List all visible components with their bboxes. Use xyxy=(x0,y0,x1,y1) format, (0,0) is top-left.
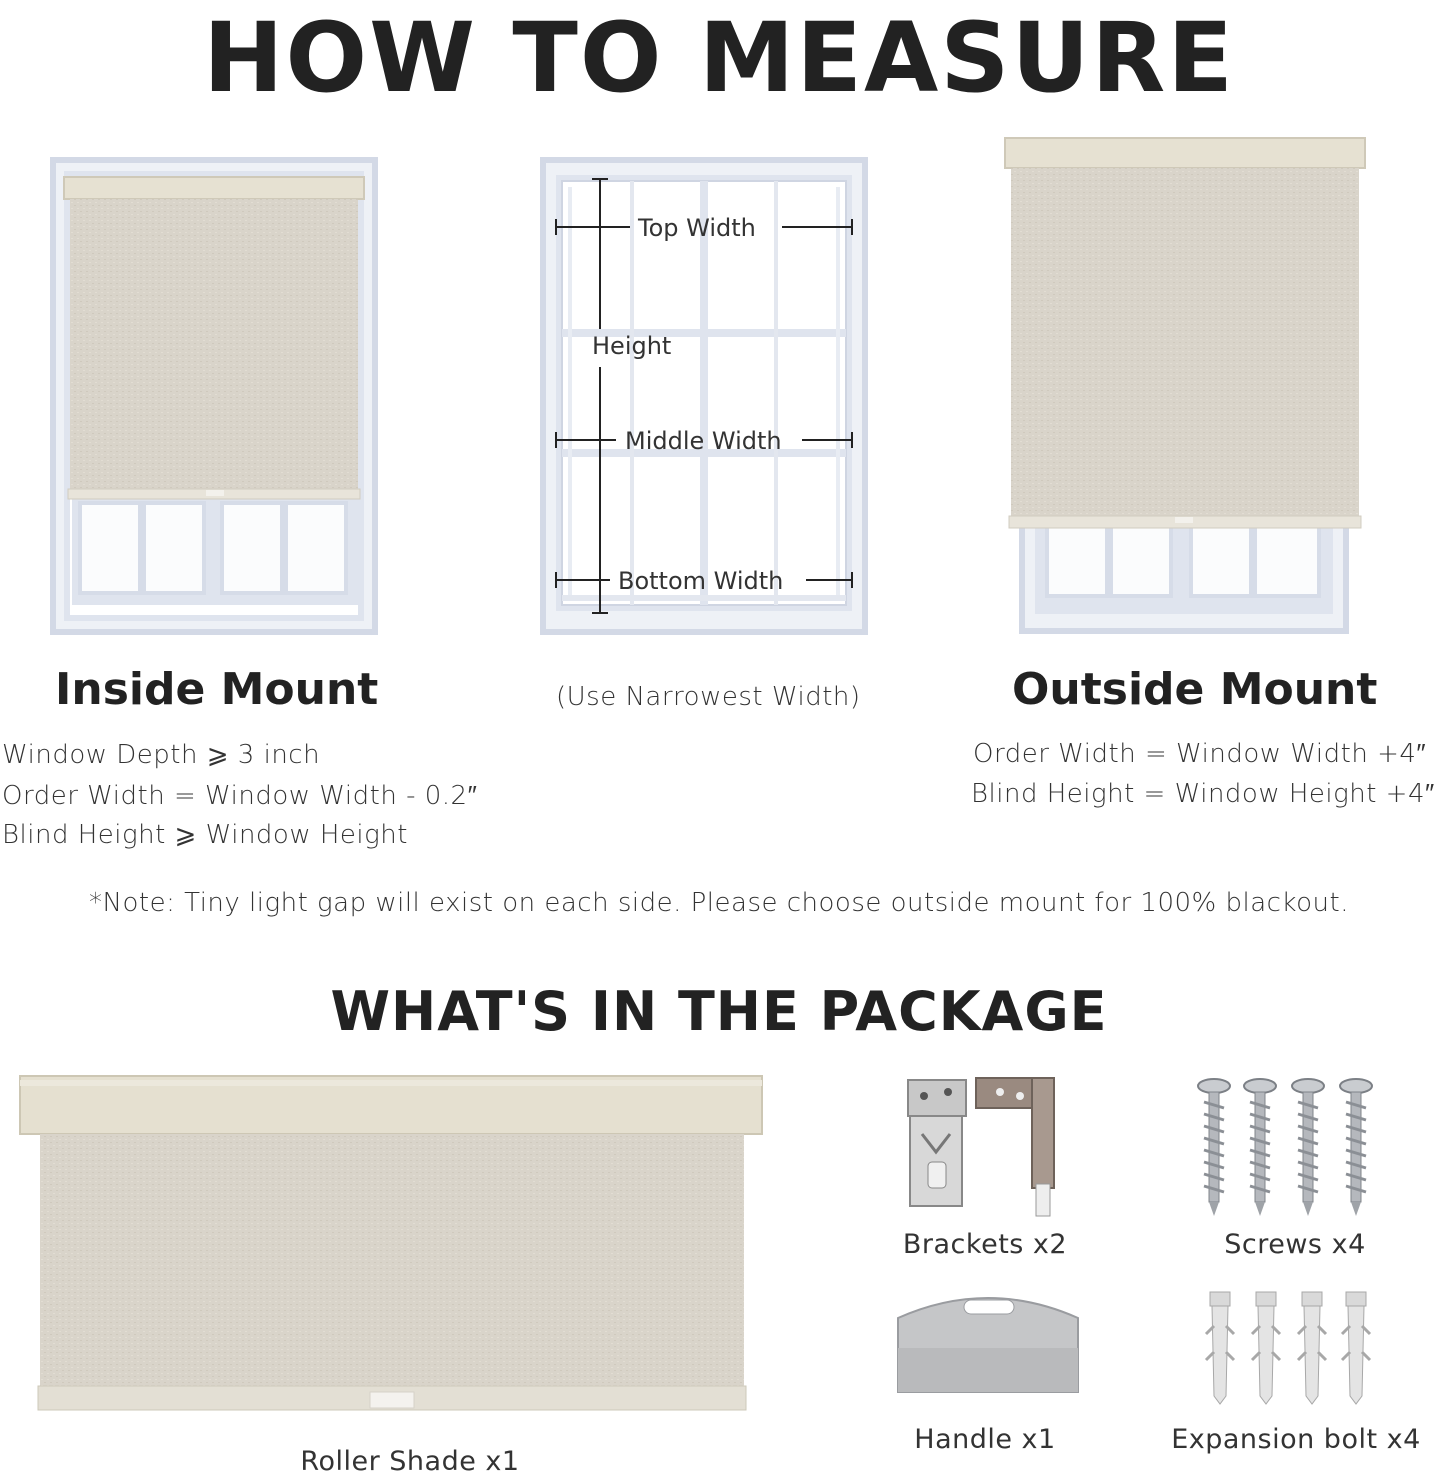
top-width-label: Top Width xyxy=(638,214,756,242)
narrowest-width-note: (Use Narrowest Width) xyxy=(556,682,861,712)
brackets-caption: Brackets x2 xyxy=(902,1229,1068,1260)
roller-shade-caption: Roller Shade x1 xyxy=(300,1446,520,1477)
outside-mount-illustration xyxy=(1005,138,1365,638)
inside-mount-line-3: Blind Height ⩾ Window Height xyxy=(2,820,408,850)
screws-caption: Screws x4 xyxy=(1224,1229,1366,1260)
brackets-image xyxy=(900,1074,1060,1222)
screws-image xyxy=(1196,1076,1382,1222)
handle-caption: Handle x1 xyxy=(914,1424,1056,1455)
inside-mount-title: Inside Mount xyxy=(55,664,379,715)
height-label: Height xyxy=(592,332,672,360)
roller-shade-image xyxy=(20,1076,762,1412)
middle-width-label: Middle Width xyxy=(625,427,782,455)
expansion-bolts-image xyxy=(1200,1290,1380,1406)
handle-image xyxy=(892,1288,1084,1400)
inside-mount-line-2: Order Width = Window Width - 0.2″ xyxy=(2,781,478,811)
measure-diagram xyxy=(540,157,868,635)
inside-mount-line-1: Window Depth ⩾ 3 inch xyxy=(2,740,321,770)
inside-mount-illustration xyxy=(50,157,378,635)
footnote: *Note: Tiny light gap will exist on each side. Please choose outside mount for 100% blackout. xyxy=(89,888,1349,918)
outside-mount-line-2: Blind Height = Window Height +4″ xyxy=(971,779,1435,809)
expansion-bolt-caption: Expansion bolt x4 xyxy=(1171,1424,1421,1455)
page-title: HOW TO MEASURE xyxy=(203,2,1235,114)
outside-mount-title: Outside Mount xyxy=(1012,664,1378,715)
outside-mount-line-1: Order Width = Window Width +4″ xyxy=(973,739,1427,769)
package-title: WHAT'S IN THE PACKAGE xyxy=(330,980,1108,1043)
bottom-width-label: Bottom Width xyxy=(618,567,784,595)
